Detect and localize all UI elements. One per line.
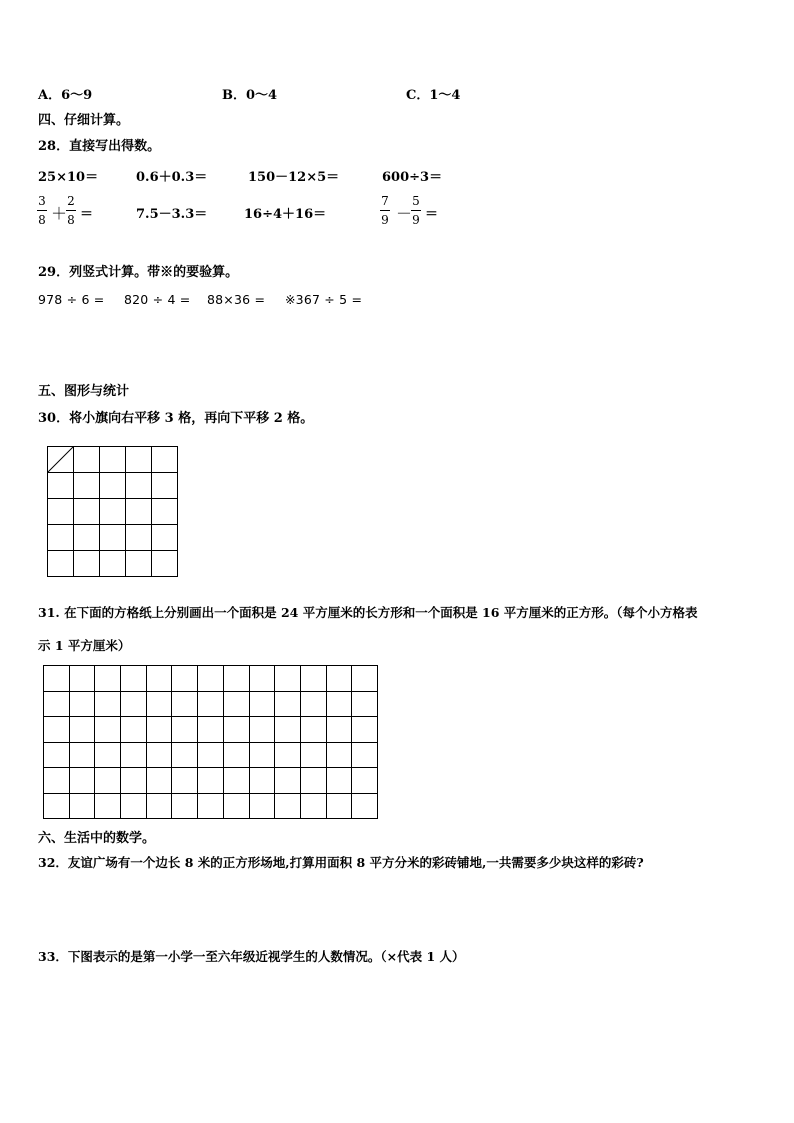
- grid-cell[interactable]: [70, 692, 96, 718]
- grid-cell[interactable]: [74, 525, 100, 551]
- q32-label: 32．友谊广场有一个边长 8 米的正方形场地,打算用面积 8 平方分米的彩砖铺地,一共需要多少块这样的彩砖?: [38, 855, 644, 870]
- q28-item-2: 0.6＋0.3＝: [136, 170, 208, 185]
- grid-cell[interactable]: [327, 743, 353, 769]
- grid-cell[interactable]: [100, 525, 126, 551]
- grid-cell[interactable]: [198, 768, 224, 794]
- grid-cell[interactable]: [126, 525, 152, 551]
- grid-cell[interactable]: [126, 473, 152, 499]
- grid-cell[interactable]: [172, 666, 198, 692]
- section5-title: 五、图形与统计: [38, 384, 130, 399]
- grid-cell[interactable]: [301, 666, 327, 692]
- grid-cell[interactable]: [74, 473, 100, 499]
- grid-cell[interactable]: [44, 743, 70, 769]
- grid-cell[interactable]: [198, 717, 224, 743]
- grid-cell[interactable]: [172, 743, 198, 769]
- q31-label-line2: 示 1 平方厘米）: [38, 638, 131, 653]
- grid-cell[interactable]: [301, 743, 327, 769]
- grid-cell[interactable]: [172, 794, 198, 820]
- grid-cell[interactable]: [74, 447, 100, 473]
- grid-cell[interactable]: [198, 794, 224, 820]
- grid-cell[interactable]: [48, 499, 74, 525]
- grid-cell[interactable]: [70, 743, 96, 769]
- grid-cell[interactable]: [301, 794, 327, 820]
- q28-item-1: 25×10＝: [38, 170, 99, 185]
- grid-cell[interactable]: [147, 666, 173, 692]
- grid-cell[interactable]: [152, 447, 178, 473]
- grid-cell[interactable]: [147, 768, 173, 794]
- q29-item-3: 88×36 =: [207, 292, 266, 307]
- grid-cell[interactable]: [147, 692, 173, 718]
- grid-cell[interactable]: [100, 499, 126, 525]
- grid-cell[interactable]: [352, 717, 378, 743]
- grid-cell[interactable]: [126, 447, 152, 473]
- q28-frac2-second: 5 9: [412, 194, 420, 227]
- grid-cell[interactable]: [121, 768, 147, 794]
- grid-cell[interactable]: [275, 768, 301, 794]
- grid-cell[interactable]: [121, 743, 147, 769]
- section6-title: 六、生活中的数学。: [38, 831, 156, 846]
- grid-cell[interactable]: [275, 692, 301, 718]
- grid-cell[interactable]: [121, 717, 147, 743]
- grid-cell[interactable]: [172, 692, 198, 718]
- grid-cell[interactable]: [70, 717, 96, 743]
- grid-cell[interactable]: [275, 717, 301, 743]
- q28-frac1-op: ＋: [51, 204, 68, 223]
- q28-frac2-first: 7 9: [381, 194, 389, 227]
- grid-cell[interactable]: [275, 794, 301, 820]
- grid-cell[interactable]: [152, 551, 178, 577]
- grid-cell[interactable]: [301, 768, 327, 794]
- grid-cell[interactable]: [327, 692, 353, 718]
- section4-title: 四、仔细计算。: [38, 113, 130, 128]
- grid-cell[interactable]: [48, 551, 74, 577]
- grid-cell[interactable]: [95, 794, 121, 820]
- grid-cell[interactable]: [95, 743, 121, 769]
- q33-label: 33．下图表示的是第一小学一至六年级近视学生的人数情况。（×代表 1 人）: [38, 949, 465, 964]
- grid-cell[interactable]: [224, 794, 250, 820]
- q28-item-3: 150－12×5＝: [248, 170, 340, 185]
- grid-cell[interactable]: [121, 692, 147, 718]
- grid-cell[interactable]: [95, 692, 121, 718]
- grid-cell[interactable]: [327, 717, 353, 743]
- grid-cell[interactable]: [352, 692, 378, 718]
- q31-grid[interactable]: [43, 665, 378, 819]
- grid-cell[interactable]: [224, 666, 250, 692]
- q31-label-line1: 31. 在下面的方格纸上分别画出一个面积是 24 平方厘米的长方形和一个面积是 16 平方厘米的正方形。（每个小方格表: [38, 605, 698, 620]
- grid-cell[interactable]: [121, 794, 147, 820]
- grid-cell[interactable]: [95, 768, 121, 794]
- grid-cell[interactable]: [224, 692, 250, 718]
- grid-cell[interactable]: [48, 525, 74, 551]
- q28-item-6: 7.5－3.3＝: [136, 207, 208, 222]
- grid-cell[interactable]: [48, 473, 74, 499]
- grid-cell[interactable]: [327, 768, 353, 794]
- grid-cell[interactable]: [250, 666, 276, 692]
- grid-cell[interactable]: [95, 666, 121, 692]
- grid-cell[interactable]: [327, 794, 353, 820]
- grid-cell[interactable]: [250, 768, 276, 794]
- grid-cell[interactable]: [44, 717, 70, 743]
- q28-frac1-first: 3 8: [38, 194, 46, 227]
- grid-cell[interactable]: [224, 717, 250, 743]
- q28-label: 28．直接写出得数。: [38, 139, 161, 154]
- grid-cell[interactable]: [172, 717, 198, 743]
- grid-cell[interactable]: [250, 692, 276, 718]
- grid-cell[interactable]: [172, 768, 198, 794]
- flag-icon: [47, 446, 74, 473]
- grid-cell[interactable]: [352, 768, 378, 794]
- grid-cell[interactable]: [152, 499, 178, 525]
- grid-cell[interactable]: [301, 692, 327, 718]
- grid-cell[interactable]: [352, 666, 378, 692]
- q29-item-2: 820 ÷ 4 =: [124, 292, 191, 307]
- grid-cell[interactable]: [70, 666, 96, 692]
- q28-frac2-op: －: [396, 204, 413, 223]
- option-a: A．6～9: [38, 88, 93, 103]
- q29-item-1: 978 ÷ 6 =: [38, 292, 105, 307]
- grid-cell[interactable]: [147, 743, 173, 769]
- q30-label: 30．将小旗向右平移 3 格，再向下平移 2 格。: [38, 411, 314, 426]
- q28-frac1-eq: ＝: [80, 207, 94, 222]
- grid-cell[interactable]: [198, 666, 224, 692]
- grid-cell[interactable]: [327, 666, 353, 692]
- grid-cell[interactable]: [70, 794, 96, 820]
- grid-cell[interactable]: [250, 794, 276, 820]
- grid-cell[interactable]: [352, 794, 378, 820]
- grid-cell[interactable]: [100, 447, 126, 473]
- grid-cell[interactable]: [147, 794, 173, 820]
- grid-cell[interactable]: [198, 743, 224, 769]
- grid-cell[interactable]: [250, 717, 276, 743]
- grid-cell[interactable]: [44, 794, 70, 820]
- q28-item-7: 16÷4＋16＝: [244, 207, 327, 222]
- grid-cell[interactable]: [74, 551, 100, 577]
- grid-cell[interactable]: [250, 743, 276, 769]
- q29-label: 29．列竖式计算。带※的要验算。: [38, 265, 239, 280]
- grid-cell[interactable]: [275, 743, 301, 769]
- option-b: B．0～4: [222, 88, 278, 103]
- grid-cell[interactable]: [126, 499, 152, 525]
- grid-cell[interactable]: [224, 768, 250, 794]
- grid-cell[interactable]: [70, 768, 96, 794]
- grid-cell[interactable]: [224, 743, 250, 769]
- grid-cell[interactable]: [100, 473, 126, 499]
- grid-cell[interactable]: [198, 692, 224, 718]
- q28-frac2-eq: ＝: [425, 207, 439, 222]
- grid-cell[interactable]: [44, 768, 70, 794]
- grid-cell[interactable]: [301, 717, 327, 743]
- q29-item-4: ※367 ÷ 5 =: [285, 292, 363, 307]
- grid-cell[interactable]: [121, 666, 147, 692]
- grid-cell[interactable]: [275, 666, 301, 692]
- q28-item-4: 600÷3＝: [382, 170, 443, 185]
- grid-cell[interactable]: [126, 551, 152, 577]
- grid-cell[interactable]: [74, 499, 100, 525]
- grid-cell[interactable]: [100, 551, 126, 577]
- grid-cell[interactable]: [44, 692, 70, 718]
- option-c: C．1～4: [406, 88, 461, 103]
- grid-cell[interactable]: [95, 717, 121, 743]
- grid-cell[interactable]: [44, 666, 70, 692]
- grid-cell[interactable]: [152, 473, 178, 499]
- grid-cell[interactable]: [152, 525, 178, 551]
- grid-cell[interactable]: [352, 743, 378, 769]
- grid-cell[interactable]: [147, 717, 173, 743]
- q28-frac1-second: 2 8: [67, 194, 75, 227]
